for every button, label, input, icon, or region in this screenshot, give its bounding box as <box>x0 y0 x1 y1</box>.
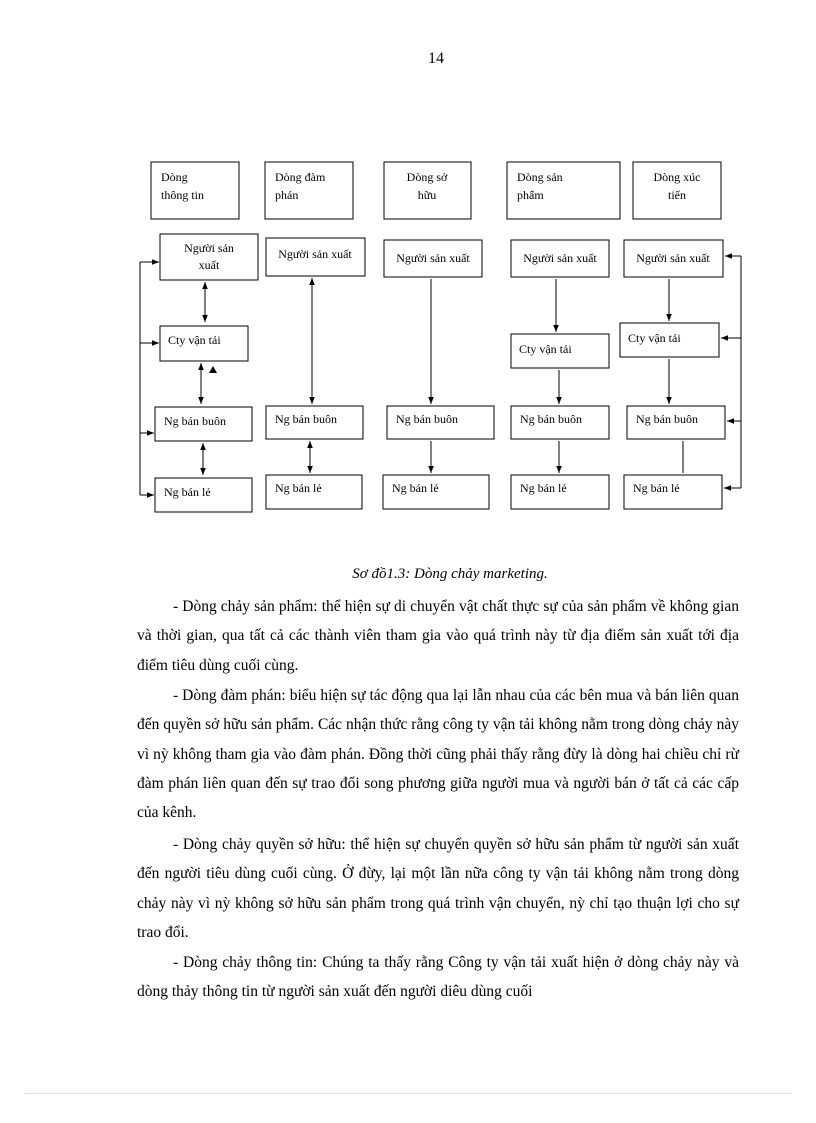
svg-text:Ng bán lẻ: Ng bán lẻ <box>520 481 567 495</box>
svg-text:Dòng sở: Dòng sở <box>406 170 448 184</box>
own-retail-box <box>383 475 489 509</box>
info-transport-box <box>160 326 248 361</box>
page-number: 14 <box>428 50 444 67</box>
header-product-flow <box>507 162 620 219</box>
diagram-caption: Sơ đồ1.3: Dòng chảy marketing. <box>352 566 548 582</box>
svg-text:Ng bán lẻ: Ng bán lẻ <box>164 485 211 499</box>
small-triangle-marker <box>209 366 217 373</box>
svg-text:Ng bán buôn: Ng bán buôn <box>636 412 698 426</box>
promo-wholesale-box <box>627 406 725 439</box>
marketing-flow-diagram <box>0 0 816 530</box>
svg-text:Dòng sản: Dòng sản <box>517 170 563 184</box>
svg-text:Ng bán buôn: Ng bán buôn <box>520 412 582 426</box>
svg-text:Cty vận tải: Cty vận tải <box>168 333 221 347</box>
own-wholesale-box <box>387 406 494 439</box>
svg-text:Dòng đàm: Dòng đàm <box>275 170 326 184</box>
prod-transport-box <box>511 334 609 368</box>
svg-text:Dòng: Dòng <box>161 170 188 184</box>
svg-text:Dòng xúc: Dòng xúc <box>653 170 701 184</box>
svg-text:Ng bán buôn: Ng bán buôn <box>396 412 458 426</box>
svg-text:Ng bán lẻ: Ng bán lẻ <box>633 481 680 495</box>
header-promotion-flow <box>633 162 721 219</box>
paragraph-ownership-flow: - Dòng chảy quyền sở hữu: thể hiện sự chuyển quyền sở hữu sản phẩm từ người sản xuất đến người tiêu dùng cuối cùng. Ở đừy, lại một lần nữa công ty vận tải không nằm trong dòng chảy này vì nỳ không sở hữu sản phẩm trong quá trình vận chuyển, nỳ chỉ tạo thuận lợi cho sự trao đổi. <box>137 836 739 941</box>
svg-text:xuất: xuất <box>198 258 220 272</box>
own-producer-box <box>384 240 482 277</box>
paragraph-product-flow: - Dòng chảy sản phẩm: thể hiện sự di chuyển vật chất thực sự của sản phẩm về không gian và thời gian, qua tất cả các thành viên tham gia vào quá trình này từ địa điểm sản xuất tới địa điểm tiêu dùng cuối cùng. <box>137 598 739 674</box>
svg-text:Ng bán buôn: Ng bán buôn <box>164 414 226 428</box>
prod-producer-box <box>511 240 609 277</box>
info-retail-box <box>155 478 252 512</box>
svg-text:Ng bán lẻ: Ng bán lẻ <box>275 481 322 495</box>
header-ownership-flow <box>384 162 471 219</box>
footer-divider <box>24 1093 792 1094</box>
info-producer-box <box>160 234 258 280</box>
neg-retail-box <box>266 475 362 509</box>
svg-text:Người sản xuất: Người sản xuất <box>523 251 597 265</box>
svg-text:Người sản xuất: Người sản xuất <box>396 251 470 265</box>
promo-transport-box <box>620 323 719 357</box>
svg-text:Cty vận tải: Cty vận tải <box>628 331 681 345</box>
promo-producer-box <box>624 240 723 277</box>
svg-text:Cty vận tải: Cty vận tải <box>519 342 572 356</box>
paragraph-information-flow: - Dòng chảy thông tin: Chúng ta thấy rằng Công ty vận tải xuất hiện ở dòng chảy này và dòng thảy thông tin từ người sản xuất đến người diêu dùng cuối <box>137 954 739 1001</box>
prod-retail-box <box>511 475 609 509</box>
svg-text:Ng bán lẻ: Ng bán lẻ <box>392 481 439 495</box>
header-negotiation-flow <box>265 162 353 219</box>
svg-text:Ng bán buôn: Ng bán buôn <box>275 412 337 426</box>
info-wholesale-box <box>155 407 252 441</box>
svg-text:phán: phán <box>275 188 299 202</box>
neg-producer-box <box>266 238 365 276</box>
header-info-flow <box>151 162 239 219</box>
svg-text:Người sản xuất: Người sản xuất <box>636 251 710 265</box>
svg-text:thông tin: thông tin <box>161 188 205 202</box>
prod-wholesale-box <box>511 406 609 439</box>
svg-text:phẩm: phẩm <box>517 188 544 202</box>
svg-text:Người sản xuất: Người sản xuất <box>278 247 352 261</box>
promo-retail-box <box>624 475 722 509</box>
svg-text:tiến: tiến <box>668 188 686 202</box>
svg-text:hữu: hữu <box>417 188 437 202</box>
neg-wholesale-box <box>266 406 363 439</box>
paragraph-negotiation-flow: - Dòng đàm phán: biểu hiện sự tác động qua lại lẫn nhau của các bên mua và bán liên quan đến quyền sở hữu sản phẩm. Các nhận thức rằng công ty vận tải không nằm trong dòng chảy này vì nỳ không tham gia vào đàm phán. Đồng thời cũng phải thấy rằng đừy là dòng hai chiều chỉ rừ đàm phán liên quan đến sự trao đổi song phương giữa người mua và người bán ở tất cả các cấp của kênh. <box>137 687 739 822</box>
svg-text:Người sản: Người sản <box>184 241 234 255</box>
